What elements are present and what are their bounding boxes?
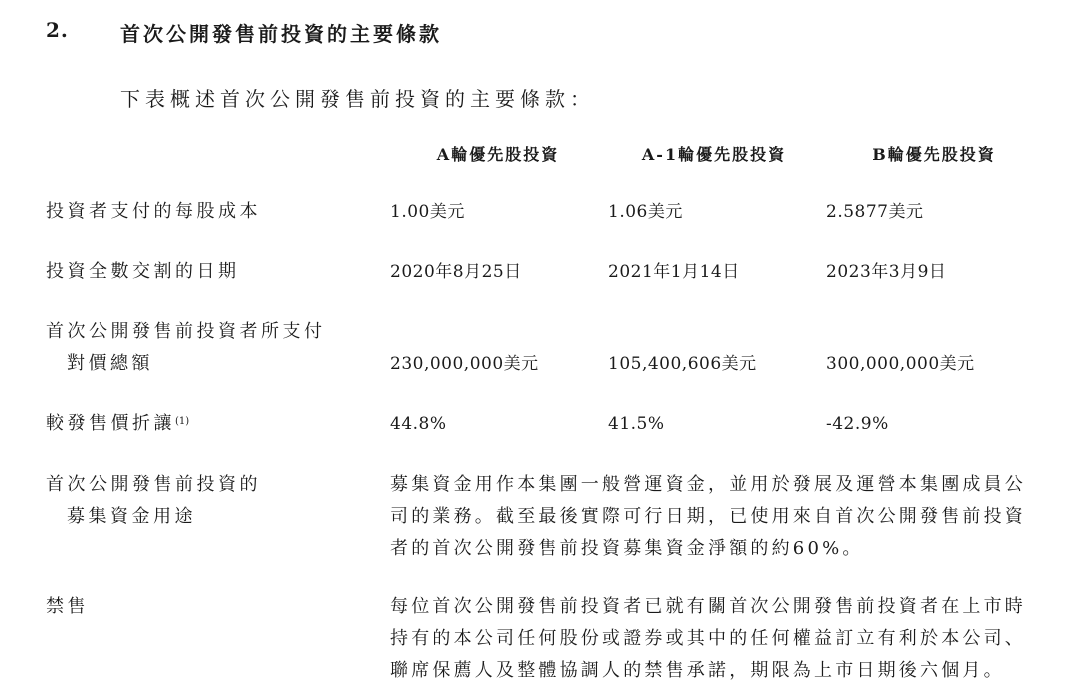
paragraph-line: 者的首次公開發售前投資募集資金淨額的約60%。 <box>390 538 864 559</box>
column-header-series-a: A輪優先股投資 <box>436 145 560 164</box>
cost-per-share-b: 2.5877美元 <box>826 202 924 222</box>
discount-b: -42.9% <box>826 414 889 434</box>
discount-a: 44.8% <box>390 414 447 434</box>
discount-a1: 41.5% <box>608 414 665 434</box>
total-consideration-b: 300,000,000美元 <box>826 354 975 374</box>
paragraph-line: 募集資金用作本集團一般營運資金，並用於發展及運營本集團成員公 <box>390 474 1026 495</box>
settlement-date-a1: 2021年1月14日 <box>608 262 740 282</box>
row-label-lockup: 禁售 <box>46 596 89 617</box>
discount-label-text: 較發售價折讓 <box>46 413 175 434</box>
paragraph-line: 司的業務。截至最後實際可行日期，已使用來自首次公開發售前投資 <box>390 506 1026 527</box>
settlement-date-a: 2020年8月25日 <box>390 262 522 282</box>
row-label-use-of-proceeds <box>46 469 261 533</box>
column-header-series-b: B輪優先股投資 <box>872 145 996 164</box>
settlement-date-b: 2023年3月9日 <box>826 262 947 282</box>
section-number: 2. <box>46 18 69 42</box>
lockup-text <box>390 591 1050 687</box>
row-label-total-consideration <box>46 316 326 380</box>
paragraph-line: 聯席保薦人及整體協調人的禁售承諾，期限為上市日期後六個月。 <box>390 660 1005 681</box>
footnote-marker[interactable]: (1) <box>175 416 190 427</box>
total-consideration-a1: 105,400,606美元 <box>608 354 757 374</box>
cost-per-share-a: 1.00美元 <box>390 202 465 222</box>
paragraph-line: 每位首次公開發售前投資者已就有關首次公開發售前投資者在上市時 <box>390 596 1026 617</box>
row-label-line-1: 首次公開發售前投資的 <box>46 474 261 495</box>
intro-text: 下表概述首次公開發售前投資的主要條款： <box>120 87 595 111</box>
row-label-line-1: 首次公開發售前投資者所支付 <box>46 321 326 342</box>
paragraph-line: 持有的本公司任何股份或證券或其中的任何權益訂立有利於本公司、 <box>390 628 1026 649</box>
row-label-line-2: 募集資金用途 <box>67 506 196 527</box>
row-label-discount <box>46 408 189 440</box>
column-header-series-a1: A-1輪優先股投資 <box>641 145 787 164</box>
total-consideration-a: 230,000,000美元 <box>390 354 539 374</box>
section-title: 首次公開發售前投資的主要條款 <box>120 22 442 46</box>
row-label-cost-per-share: 投資者支付的每股成本 <box>46 201 261 222</box>
row-label-line-2: 對價總額 <box>67 353 153 374</box>
row-label-settlement-date: 投資全數交割的日期 <box>46 261 240 282</box>
use-of-proceeds-text <box>390 469 1050 565</box>
cost-per-share-a1: 1.06美元 <box>608 202 683 222</box>
